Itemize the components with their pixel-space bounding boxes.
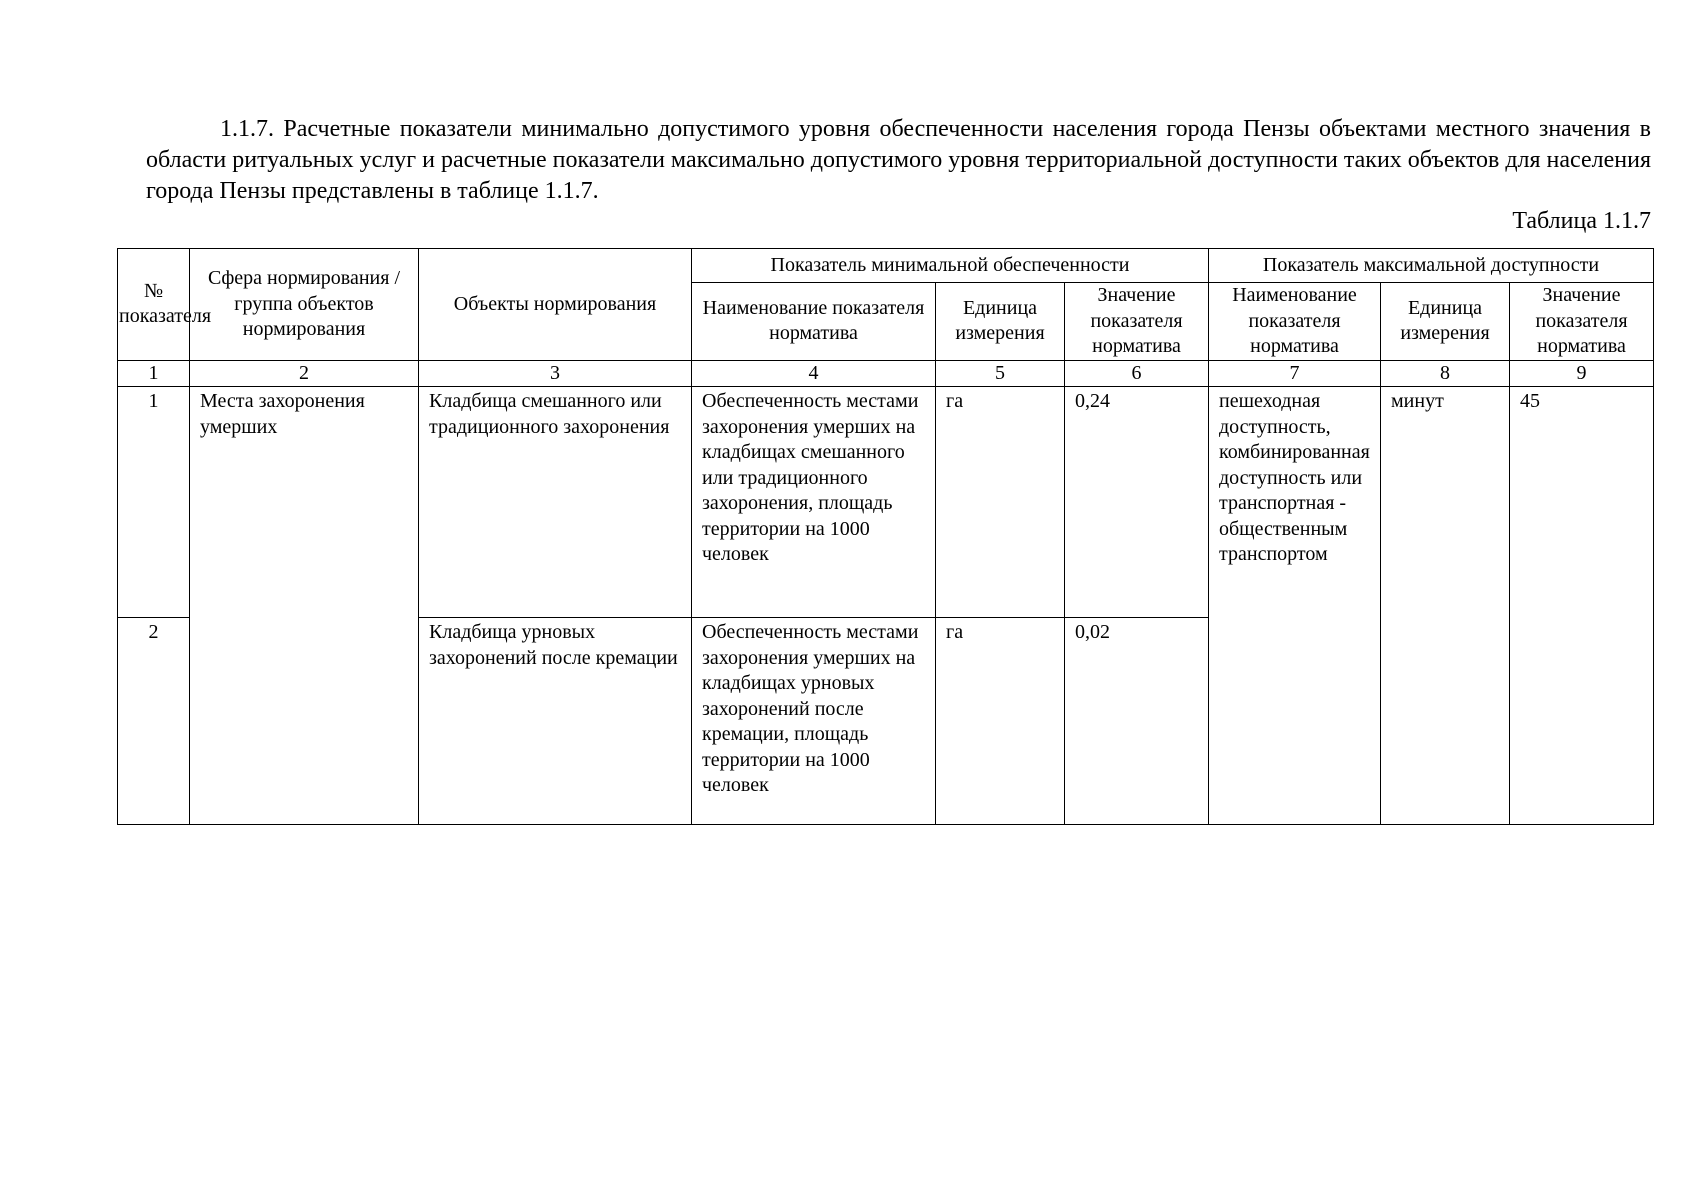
- column-number: 3: [419, 360, 692, 387]
- row-objects: Кладбища урновых захоронений после кремации: [419, 618, 692, 825]
- row-min-value: 0,24: [1065, 387, 1209, 618]
- header-min-group: Показатель минимальной обеспеченности: [692, 249, 1209, 283]
- table-caption: Таблица 1.1.7: [1512, 208, 1651, 234]
- column-number: 5: [936, 360, 1065, 387]
- column-number: 4: [692, 360, 936, 387]
- row-min-name: Обеспеченность местами захоронения умерших на кладбищах смешанного или традиционного захоронения, площадь территории на 1000 человек: [692, 387, 936, 618]
- column-number: 8: [1381, 360, 1510, 387]
- column-number: 6: [1065, 360, 1209, 387]
- table-row: [118, 387, 1654, 618]
- header-min-unit: Единица измерения: [936, 283, 1065, 361]
- column-number: 1: [118, 360, 190, 387]
- header-max-group: Показатель максимальной доступности: [1209, 249, 1654, 283]
- header-min-name: Наименование показателя норматива: [692, 283, 936, 361]
- normative-table: [117, 248, 1654, 825]
- row-max-name: пешеходная доступность, комбинированная доступность или транспортная - общественным транспортом: [1209, 387, 1381, 825]
- column-number: 2: [190, 360, 419, 387]
- column-number: 9: [1510, 360, 1654, 387]
- header-max-name: Наименование показателя норматива: [1209, 283, 1381, 361]
- row-sphere: Места захоронения умерших: [190, 387, 419, 825]
- column-number-row: [118, 360, 1654, 387]
- header-row-group: [118, 249, 1654, 283]
- row-number: 1: [118, 387, 190, 618]
- row-max-unit: минут: [1381, 387, 1510, 825]
- row-min-unit: га: [936, 387, 1065, 618]
- column-number: 7: [1209, 360, 1381, 387]
- intro-paragraph: 1.1.7. Расчетные показатели минимально допустимого уровня обеспеченности населения города Пензы объектами местного значения в области ритуальных услуг и расчетные показатели максимально допустимого уровня территориальной доступности таких объектов для населения города Пензы представлены в таблице 1.1.7.: [146, 116, 1652, 204]
- row-max-value: 45: [1510, 387, 1654, 825]
- row-min-name: Обеспеченность местами захоронения умерших на кладбищах урновых захоронений после кремации, площадь территории на 1000 человек: [692, 618, 936, 825]
- header-max-unit: Единица измерения: [1381, 283, 1510, 361]
- header-num: № показателя: [118, 249, 190, 361]
- row-min-unit: га: [936, 618, 1065, 825]
- header-sphere: Сфера нормирования / группа объектов нормирования: [190, 249, 419, 361]
- row-min-value: 0,02: [1065, 618, 1209, 825]
- row-objects: Кладбища смешанного или традиционного захоронения: [419, 387, 692, 618]
- header-max-value: Значение показателя норматива: [1510, 283, 1654, 361]
- header-objects: Объекты нормирования: [419, 249, 692, 361]
- header-min-value: Значение показателя норматива: [1065, 283, 1209, 361]
- row-number: 2: [118, 618, 190, 825]
